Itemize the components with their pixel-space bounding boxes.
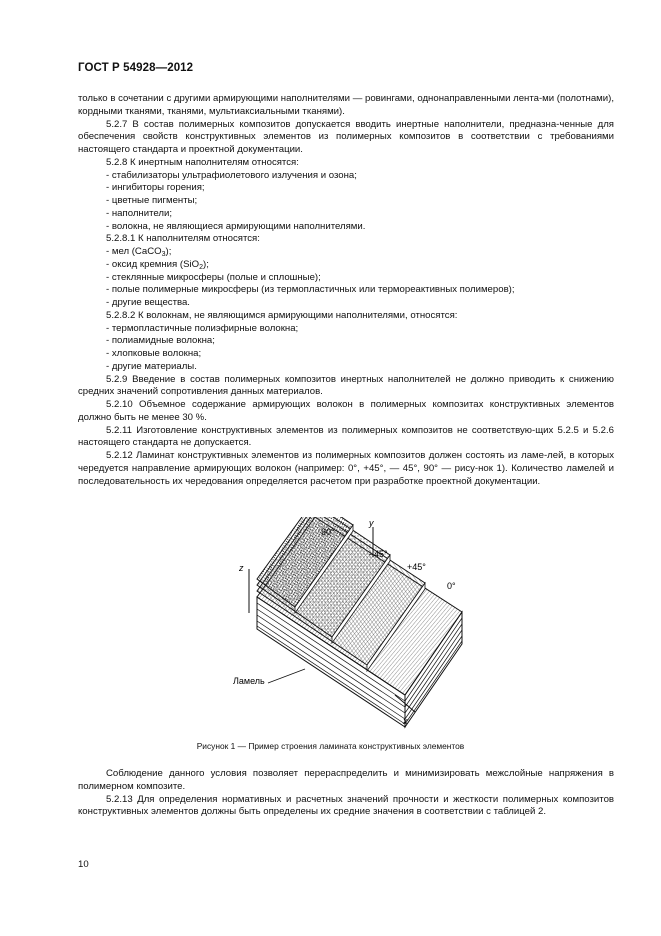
- paragraph: 5.2.9 Введение в состав полимерных композитов инертных наполнителей не должно приводить к снижению средних значений сопротивления данных материалов.: [78, 373, 614, 398]
- paragraph: 5.2.10 Объемное содержание армирующих волокон в полимерных композитах конструктивных элементов должно быть не менее 30 %.: [78, 399, 614, 423]
- laminate-figure: [225, 517, 485, 732]
- formula-suffix: );: [165, 246, 172, 257]
- paragraph: - другие вещества.: [106, 297, 190, 308]
- label-lamel: Ламель: [233, 676, 265, 686]
- label-axis-x: x: [403, 716, 408, 726]
- label-axis-y: y: [369, 518, 374, 528]
- lamel-leader: [268, 669, 305, 683]
- paragraph: - термопластичные полиэфирные волокна;: [106, 322, 299, 334]
- formula-prefix: - оксид кремния (SiO: [106, 258, 200, 270]
- paragraph: - полиамидные волокна;: [106, 335, 215, 347]
- paragraph: 5.2.8.1 К наполнителям относятся:: [106, 233, 260, 245]
- figure-caption: Рисунок 1 — Пример строения ламината конструктивных элементов: [196, 741, 465, 751]
- body-text-section: [78, 93, 614, 488]
- formula-subscript: 2: [199, 263, 203, 271]
- paragraph: 5.2.12 Ламинат конструктивных элементов из полимерных композитов должен состоять из ламе-лей, в которых чередуется направление армирующих волокон (например: 0°, +45°, — 45°, 90° — рису-нок 1). Количество ламелей и последовательность их чередования определяется расчетом при разработке проектной документации.: [78, 450, 614, 487]
- paragraph: - ингибиторы горения;: [106, 182, 205, 194]
- label-90deg: 90°: [321, 527, 335, 537]
- paragraph: - другие материалы.: [106, 360, 197, 372]
- paragraph: - волокна, не являющиеся армирующими наполнителями.: [106, 220, 366, 232]
- paragraph: 5.2.11 Изготовление конструктивных элементов из полимерных композитов не соответствую-щих 5.2.5 и 5.2.6 настоящего стандарта не допускается.: [78, 424, 614, 449]
- paragraph: 5.2.8 К инертным наполнителям относятся:: [106, 156, 299, 168]
- paragraph: 5.2.13 Для определения нормативных и расчетных значений прочности и жесткости полимерных композитов конструктивных элементов должны быть определены их средние значения в соответствии с таблицей 2.: [78, 793, 614, 818]
- laminate-diagram: [225, 517, 485, 732]
- paragraph: Соблюдение данного условия позволяет перераспределить и минимизировать межслойные напряжения в полимерном композите.: [78, 768, 614, 792]
- page-number: 10: [78, 859, 89, 870]
- formula-subscript: 3: [161, 251, 166, 258]
- paragraph: [78, 246, 614, 259]
- paragraph: - стабилизаторы ультрафиолетового излучения и озона;: [106, 169, 357, 181]
- label-plus45deg: +45°: [407, 562, 426, 572]
- label-minus45deg: –45°: [369, 549, 388, 559]
- formula-prefix: - мел (CaCO: [106, 246, 162, 257]
- paragraph: - хлопковые волокна;: [106, 348, 202, 359]
- paragraph: - полые полимерные микросферы (из термопластичных или термореактивных полимеров);: [106, 284, 515, 296]
- body-text-after-figure: [78, 768, 614, 819]
- document-header: ГОСТ Р 54928—2012: [78, 62, 194, 74]
- paragraph: [78, 259, 614, 272]
- label-axis-z: z: [239, 563, 244, 573]
- formula-suffix: );: [203, 258, 209, 270]
- paragraph: - стеклянные микросферы (полые и сплошные);: [106, 271, 321, 283]
- label-0deg: 0°: [447, 581, 456, 591]
- paragraph: 5.2.7 В состав полимерных композитов допускается вводить инертные наполнители, предназна-ченные для обеспечения свойств конструктивных элементов из полимерных композитов в соответствии с требованиями настоящего стандарта и проектной документации.: [78, 118, 614, 155]
- paragraph: - наполнители;: [106, 207, 172, 219]
- paragraph: 5.2.8.2 К волокнам, не являющимся армирующими наполнителями, относятся:: [106, 309, 458, 321]
- paragraph: - цветные пигменты;: [106, 195, 198, 206]
- paragraph: только в сочетании с другими армирующими наполнителями — ровингами, однонаправленными лента-ми (полотнами), кордными тканями, тканями, мультиаксиальными тканями).: [78, 93, 614, 117]
